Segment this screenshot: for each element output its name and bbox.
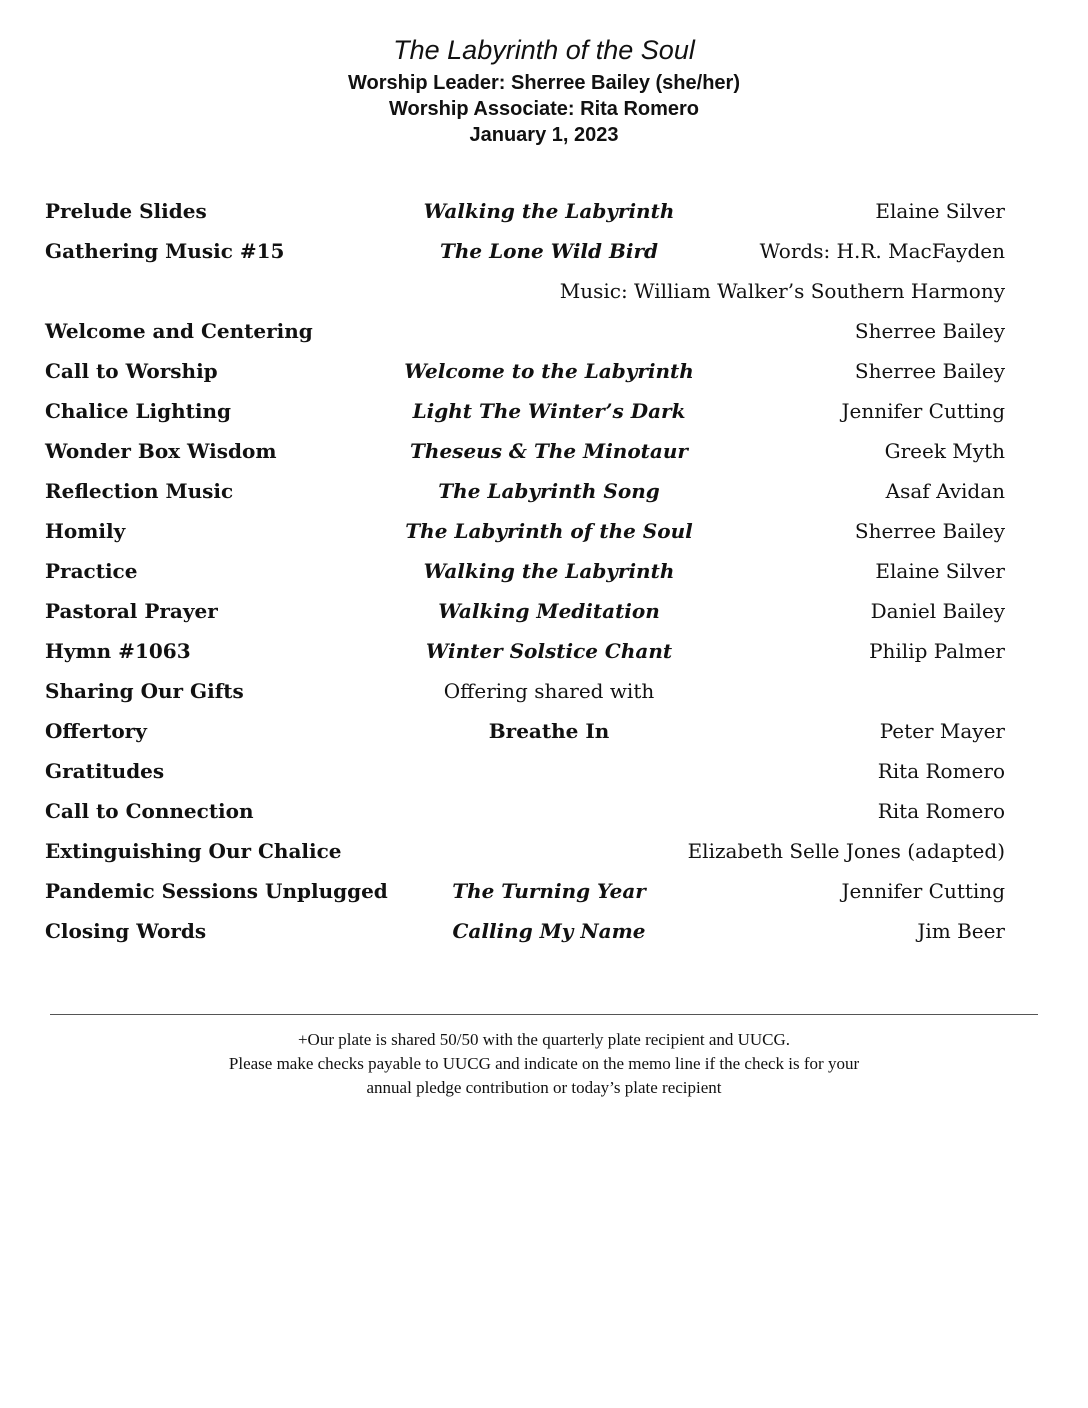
program-row xyxy=(45,431,1005,471)
program-credit: Rita Romero xyxy=(877,759,1005,783)
program-row xyxy=(45,471,1005,511)
program-item-name: Sharing Our Gifts xyxy=(45,679,244,703)
program-item-name: Hymn #1063 xyxy=(45,639,191,663)
program-item-name: Pastoral Prayer xyxy=(45,599,218,623)
program-row xyxy=(45,231,1005,271)
program-credit: Sherree Bailey xyxy=(854,359,1005,383)
program-row xyxy=(45,871,1005,911)
program-row xyxy=(45,791,1005,831)
footer-divider xyxy=(50,1014,1038,1015)
program-piece-title: The Lone Wild Bird xyxy=(439,239,659,263)
program-item-name: Closing Words xyxy=(45,919,207,943)
program-item-name: Gathering Music #15 xyxy=(45,239,285,263)
program-piece-title: Calling My Name xyxy=(452,919,646,943)
program-piece-title: The Labyrinth Song xyxy=(438,479,660,503)
program-item-name: Pandemic Sessions Unplugged xyxy=(45,879,388,903)
program-row xyxy=(45,911,1005,951)
program-row xyxy=(45,671,1005,711)
program-row xyxy=(45,711,1005,751)
program-piece-title: Winter Solstice Chant xyxy=(425,639,673,663)
program-piece-title: Walking the Labyrinth xyxy=(423,199,675,223)
program-row xyxy=(45,831,1005,871)
program-row xyxy=(45,751,1005,791)
program-item-name: Offertory xyxy=(45,719,147,743)
offering-note-line-2: Please make checks payable to UUCG and indicate on the memo line if the check is for your xyxy=(228,1054,860,1073)
program-credit: Elaine Silver xyxy=(875,559,1005,583)
program-item-name: Reflection Music xyxy=(45,479,234,503)
program-credit: Elizabeth Selle Jones (adapted) xyxy=(687,839,1005,863)
program-list xyxy=(45,191,1005,951)
program-piece-title: Walking Meditation xyxy=(438,599,660,623)
service-date: January 1, 2023 xyxy=(469,124,619,146)
program-credit: Sherree Bailey xyxy=(854,519,1005,543)
program-item-name: Gratitudes xyxy=(45,759,165,783)
program-piece-title: Theseus & The Minotaur xyxy=(410,439,688,463)
worship-leader: Worship Leader: Sherree Bailey (she/her) xyxy=(348,72,740,94)
program-credit: Jim Beer xyxy=(917,919,1005,943)
program-row xyxy=(45,631,1005,671)
program-item-name xyxy=(45,271,307,311)
program-item-name: Practice xyxy=(45,559,138,583)
program-credit: Rita Romero xyxy=(877,799,1005,823)
program-piece-title: Breathe In xyxy=(488,719,610,743)
program-credit: Sherree Bailey xyxy=(854,319,1005,343)
program-item-name: Welcome and Centering xyxy=(45,319,313,343)
program-piece-title: Light The Winter’s Dark xyxy=(412,399,686,423)
program-credit: Asaf Avidan xyxy=(885,479,1005,503)
program-piece-title: The Labyrinth of the Soul xyxy=(405,519,693,543)
program-item-name: Call to Worship xyxy=(45,359,218,383)
program-row xyxy=(45,191,1005,231)
program-item-name: Call to Connection xyxy=(45,799,254,823)
program-piece-title xyxy=(385,751,713,791)
program-piece-title: The Turning Year xyxy=(452,879,646,903)
program-row xyxy=(45,271,1005,311)
program-item-name: Chalice Lighting xyxy=(45,399,232,423)
program-piece-title xyxy=(385,311,713,351)
program-credit: Jennifer Cutting xyxy=(841,879,1005,903)
program-credit: Peter Mayer xyxy=(879,719,1005,743)
offering-note-line-1: +Our plate is shared 50/50 with the quarterly plate recipient and UUCG. xyxy=(297,1030,791,1049)
program-credit xyxy=(713,671,1005,711)
program-row xyxy=(45,511,1005,551)
order-of-service-header xyxy=(0,30,1088,148)
program-row xyxy=(45,551,1005,591)
program-piece-title: Welcome to the Labyrinth xyxy=(404,359,694,383)
worship-associate: Worship Associate: Rita Romero xyxy=(388,98,700,120)
program-piece-title: Offering shared with xyxy=(443,679,655,703)
program-credit: Music: William Walker’s Southern Harmony xyxy=(559,279,1005,303)
offering-note xyxy=(0,1028,1088,1100)
program-piece-title xyxy=(307,271,560,311)
program-credit: Words: H.R. MacFayden xyxy=(759,239,1005,263)
program-piece-title: Walking the Labyrinth xyxy=(423,559,675,583)
service-title: The Labyrinth of the Soul xyxy=(393,35,695,65)
program-item-name: Homily xyxy=(45,519,126,543)
program-credit: Daniel Bailey xyxy=(870,599,1005,623)
program-row xyxy=(45,391,1005,431)
program-item-name: Wonder Box Wisdom xyxy=(45,439,277,463)
program-credit: Philip Palmer xyxy=(869,639,1005,663)
program-credit: Jennifer Cutting xyxy=(841,399,1005,423)
program-credit: Greek Myth xyxy=(884,439,1005,463)
program-row xyxy=(45,311,1005,351)
program-item-name: Extinguishing Our Chalice xyxy=(45,839,342,863)
program-piece-title xyxy=(385,791,713,831)
program-piece-title xyxy=(372,831,688,871)
program-credit: Elaine Silver xyxy=(875,199,1005,223)
program-row xyxy=(45,591,1005,631)
program-item-name: Prelude Slides xyxy=(45,199,207,223)
program-row xyxy=(45,351,1005,391)
offering-note-line-3: annual pledge contribution or today’s plate recipient xyxy=(366,1078,722,1097)
